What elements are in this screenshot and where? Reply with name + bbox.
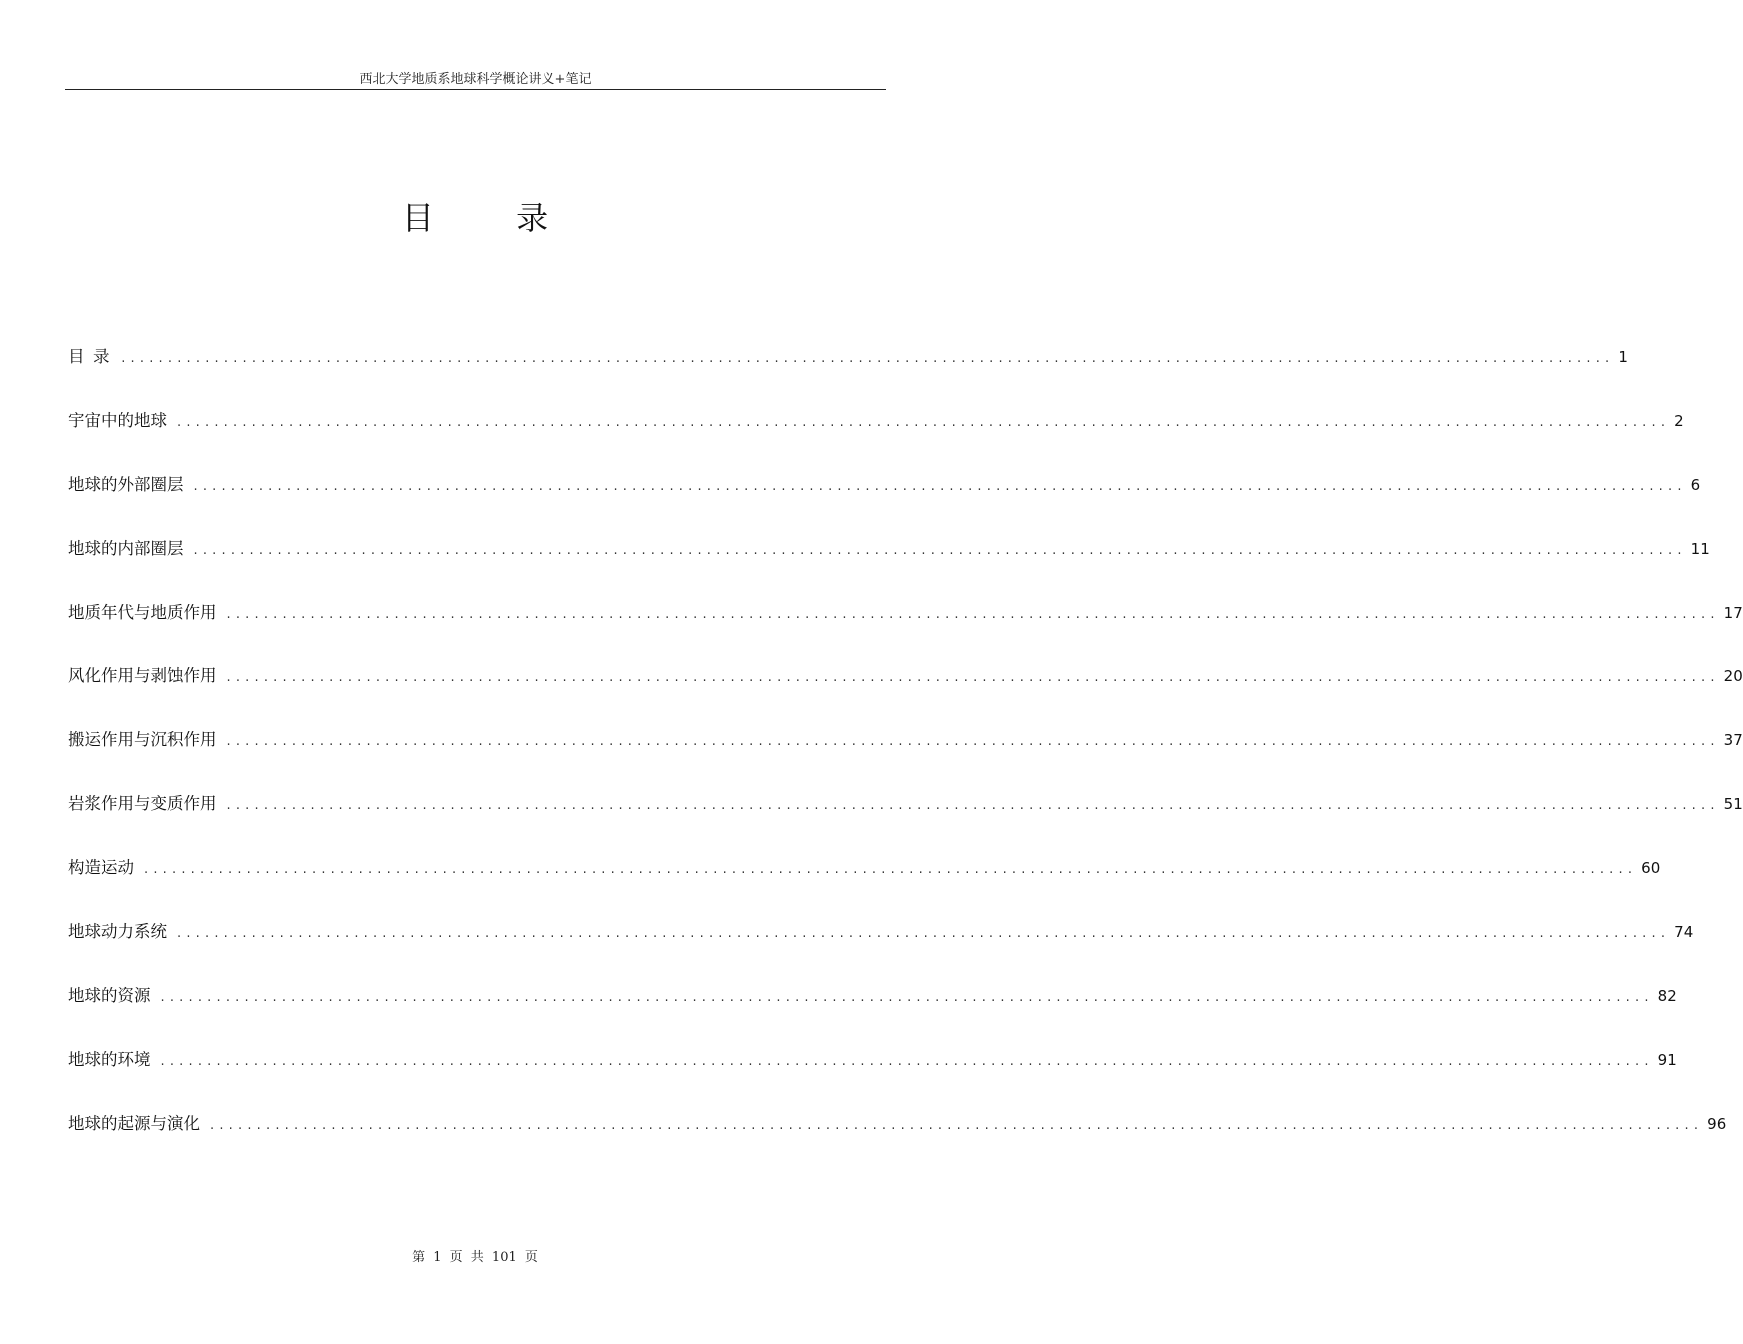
toc-leader-dots: ................................................................................................................................................................ — [226, 670, 1720, 686]
toc-entry[interactable] — [68, 402, 1684, 466]
toc-entry-page: 2 — [1674, 411, 1684, 430]
toc-entry-page: 82 — [1657, 986, 1677, 1005]
toc-entry-label: 目 录 — [68, 347, 112, 366]
toc-entry-page: 51 — [1723, 795, 1743, 814]
toc-entry-label: 构造运动 — [68, 858, 134, 878]
footer-page-number: 第 1 页 共 101 页 — [412, 1250, 538, 1265]
toc-entry-label: 地球动力系统 — [68, 922, 167, 942]
toc-leader-dots: ................................................................................................................................................................ — [121, 351, 1615, 366]
page-header — [65, 70, 886, 90]
toc-leader-dots: ................................................................................................................................................................ — [193, 542, 1687, 558]
toc-entry[interactable] — [68, 977, 1677, 1041]
toc-entry-label: 地球的起源与演化 — [68, 1113, 200, 1133]
toc-entry-label: 宇宙中的地球 — [68, 410, 167, 430]
toc-leader-dots: ................................................................................................................................................................ — [226, 734, 1720, 750]
toc-entry[interactable] — [68, 594, 1743, 658]
toc-entry[interactable] — [68, 849, 1661, 913]
toc-leader-dots: ................................................................................................................................................................ — [160, 989, 1654, 1005]
page-footer — [0, 1248, 950, 1268]
toc-entry-label: 地质年代与地质作用 — [68, 602, 217, 622]
toc-leader-dots: ................................................................................................................................................................ — [210, 1117, 1704, 1133]
toc-leader-dots: ................................................................................................................................................................ — [144, 862, 1638, 878]
toc-leader-dots: ................................................................................................................................................................ — [226, 606, 1720, 622]
toc-entry-label: 搬运作用与沉积作用 — [68, 730, 217, 750]
toc-entry[interactable] — [68, 721, 1743, 785]
toc-entry-label: 风化作用与剥蚀作用 — [68, 666, 217, 686]
toc-leader-dots: ................................................................................................................................................................ — [193, 478, 1687, 494]
toc-entry-page: 20 — [1723, 667, 1743, 686]
toc-entry[interactable] — [68, 530, 1710, 594]
toc-entry[interactable] — [68, 1041, 1677, 1105]
toc-entry[interactable] — [68, 657, 1743, 721]
header-text: 西北大学地质系地球科学概论讲义+笔记 — [359, 72, 592, 87]
toc-entry-page: 17 — [1723, 603, 1743, 622]
toc-entry[interactable] — [68, 913, 1694, 977]
toc-entry-page: 96 — [1707, 1114, 1727, 1133]
toc-entry-label: 地球的外部圈层 — [68, 474, 184, 494]
toc-entry-page: 91 — [1657, 1050, 1677, 1069]
toc-entry[interactable] — [68, 1105, 1727, 1169]
toc-entry-page: 6 — [1690, 475, 1701, 494]
toc-list — [68, 338, 1743, 1169]
toc-entry-page: 74 — [1674, 923, 1694, 942]
toc-entry[interactable] — [68, 785, 1743, 849]
toc-leader-dots: ................................................................................................................................................................ — [160, 1053, 1654, 1069]
toc-entry-page: 1 — [1618, 348, 1628, 366]
toc-title: 目 录 — [401, 199, 585, 237]
toc-entry-label: 地球的内部圈层 — [68, 538, 184, 558]
toc-entry-page: 11 — [1690, 539, 1710, 558]
toc-entry[interactable] — [68, 466, 1701, 530]
toc-entry-label: 地球的资源 — [68, 985, 151, 1005]
toc-leader-dots: ................................................................................................................................................................ — [177, 414, 1671, 430]
toc-entry-page: 60 — [1641, 859, 1661, 878]
toc-entry[interactable] — [68, 338, 1628, 402]
toc-entry-page: 37 — [1723, 731, 1743, 750]
toc-entry-label: 岩浆作用与变质作用 — [68, 794, 217, 814]
toc-leader-dots: ................................................................................................................................................................ — [177, 926, 1671, 942]
toc-leader-dots: ................................................................................................................................................................ — [226, 798, 1720, 814]
toc-entry-label: 地球的环境 — [68, 1049, 151, 1069]
